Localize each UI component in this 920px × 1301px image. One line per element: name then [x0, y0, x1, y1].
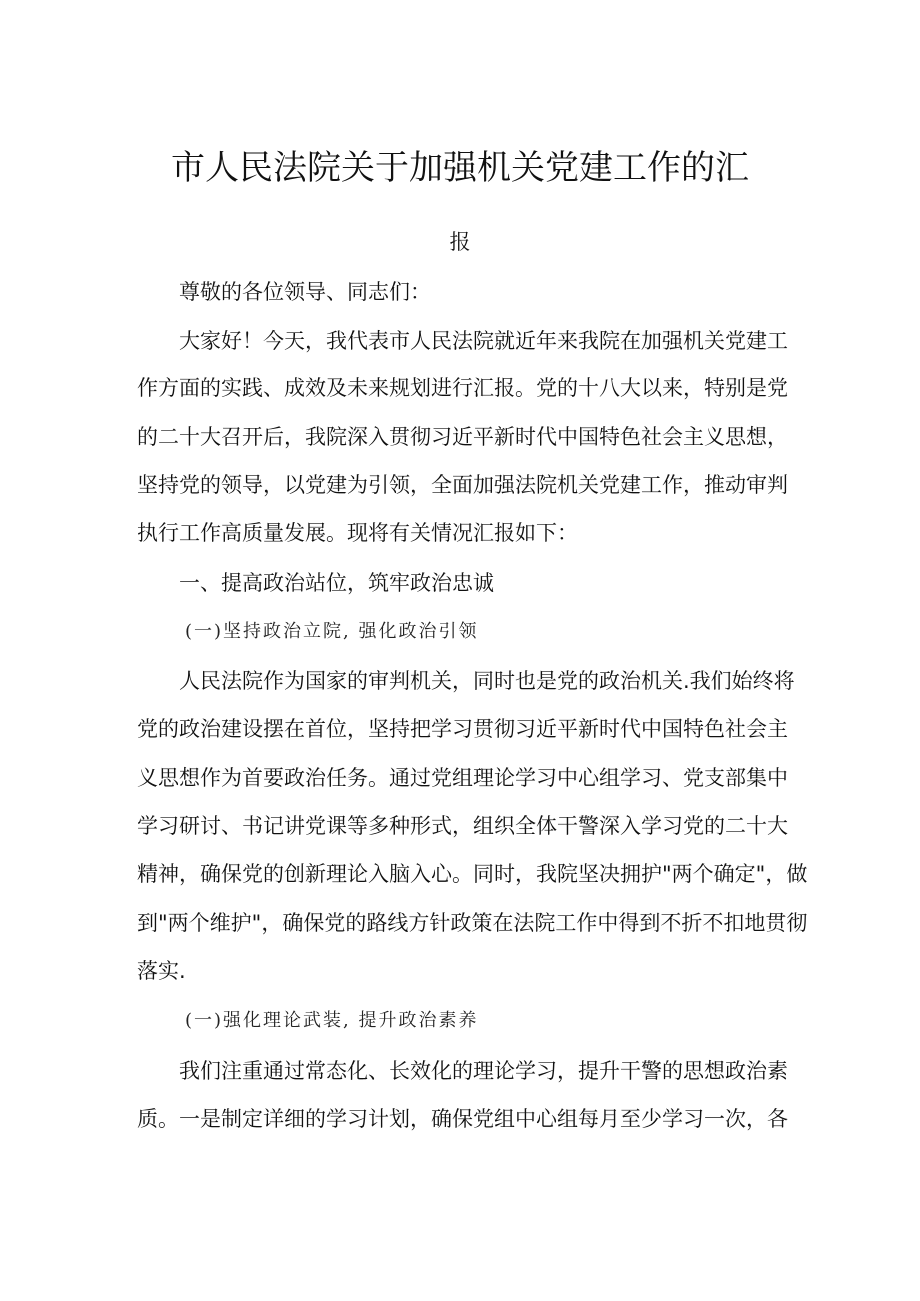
sub2-line-2: 质。一是制定详细的学习计划，确保党组中心组每月至少学习一次，各 — [137, 1107, 788, 1131]
sub1-line-6: 到"两个维护"，确保党的路线方针政策在法院工作中得到不折不扣地贯彻 — [137, 911, 808, 935]
salutation: 尊敬的各位领导、同志们： — [179, 280, 431, 304]
document-title-line-2: 报 — [449, 230, 471, 254]
intro-line-1: 大家好！今天，我代表市人民法院就近年来我院在加强机关党建工 — [179, 329, 788, 353]
sub2-line-1: 我们注重通过常态化、长效化的理论学习，提升干警的思想政治素 — [179, 1059, 788, 1083]
document-title-line-1: 市人民法院关于加强机关党建工作的汇 — [171, 148, 749, 188]
sub1-line-5: 精神，确保党的创新理论入脑入心。同时，我院坚决拥护"两个确定"，做 — [137, 862, 808, 886]
section-1-heading: 一、提高政治站位，筑牢政治忠诚 — [179, 571, 494, 595]
sub1-line-2: 党的政治建设摆在首位，坚持把学习贯彻习近平新时代中国特色社会主 — [137, 717, 788, 741]
sub1-line-1: 人民法院作为国家的审判机关，同时也是党的政治机关.我们始终将 — [179, 669, 795, 693]
intro-line-5: 执行工作高质量发展。现将有关情况汇报如下： — [137, 521, 578, 545]
sub1-line-7: 落实. — [137, 959, 186, 983]
subsection-1-heading: (一)坚持政治立院, 强化政治引领 — [185, 621, 479, 642]
sub1-line-4: 学习研讨、书记讲党课等多种形式，组织全体干警深入学习党的二十大 — [137, 814, 788, 838]
subsection-2-heading: (一)强化理论武装, 提升政治素养 — [185, 1010, 479, 1031]
intro-line-3: 的二十大召开后，我院深入贯彻习近平新时代中国特色社会主义思想， — [137, 425, 788, 449]
intro-line-4: 坚持党的领导，以党建为引领，全面加强法院机关党建工作，推动审判 — [137, 473, 788, 497]
intro-line-2: 作方面的实践、成效及未来规划进行汇报。党的十八大以来，特别是党 — [137, 376, 788, 400]
sub1-line-3: 义思想作为首要政治任务。通过党组理论学习中心组学习、党支部集中 — [137, 766, 788, 790]
